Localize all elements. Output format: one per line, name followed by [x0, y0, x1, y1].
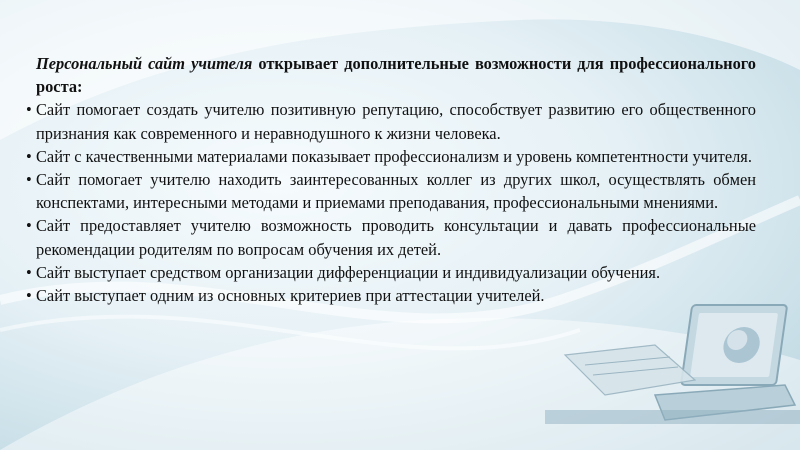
bullet-item: • Сайт выступает средством организации дифференциации и индивидуализации обучения.: [28, 261, 756, 284]
heading-italic: Персональный сайт учителя: [36, 54, 253, 73]
content-text-box: [28, 52, 756, 307]
bullet-item: • Сайт помогает создать учителю позитивную репутацию, способствует развитию его общественного признания как современного и неравнодушного к жизни человека.: [28, 98, 756, 144]
bullet-item: • Сайт с качественными материалами показывает профессионализм и уровень компетентности учителя.: [28, 145, 756, 168]
bullet-item: • Сайт предоставляет учителю возможность проводить консультации и давать профессиональные рекомендации родителям по вопросам обучения их детей.: [28, 214, 756, 260]
bullet-item: • Сайт выступает одним из основных критериев при аттестации учителей.: [28, 284, 756, 307]
bullet-item: • Сайт помогает учителю находить заинтересованных коллег из других школ, осуществлять обмен конспектами, интересными методами и приемами преподавания, профессиональными мнениями.: [28, 168, 756, 214]
laptop-illustration-icon: [545, 285, 800, 450]
slide-heading: [36, 52, 756, 98]
heading-rest: открывает дополнительные возможности для профессионального роста:: [36, 54, 756, 97]
bullet-list: [28, 98, 756, 307]
